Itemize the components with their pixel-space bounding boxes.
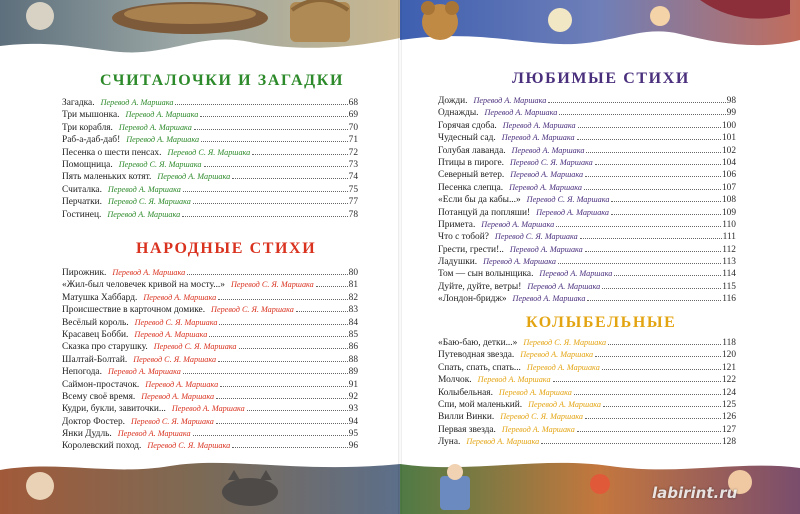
entry-title: Королевский поход.	[62, 441, 142, 452]
entry-title: Путеводная звезда.	[438, 350, 515, 361]
dot-leader	[218, 299, 347, 300]
entry-title: Горячая сдоба.	[438, 120, 497, 131]
entry-translator: Перевод С. Я. Маршака	[133, 354, 217, 364]
right-page	[400, 0, 800, 514]
entry-translator: Перевод А. Маршака	[107, 367, 181, 377]
toc-entry[interactable]	[438, 146, 736, 158]
entry-page-number: 128	[721, 437, 736, 448]
entry-title: «Лондон-бридж»	[438, 294, 507, 305]
dot-leader	[611, 201, 720, 202]
entry-page-number: 109	[721, 207, 736, 218]
toc-entry[interactable]	[62, 160, 358, 172]
toc-entry[interactable]	[438, 412, 736, 424]
entry-page-number: 116	[722, 294, 736, 305]
dot-leader	[252, 154, 347, 155]
toc-entry[interactable]	[62, 417, 358, 429]
entry-title: Песенка о шести пенсах.	[62, 147, 162, 158]
entry-title: Вилли Винки.	[438, 412, 495, 423]
entry-translator: Перевод С. Я. Маршака	[134, 317, 218, 327]
section-title-favorite-verses: ЛЮБИМЫЕ СТИХИ	[512, 70, 690, 87]
entry-translator: Перевод С. Я. Маршака	[167, 147, 251, 157]
dot-leader	[194, 129, 348, 130]
toc-entry[interactable]	[438, 338, 736, 350]
toc-entry[interactable]	[438, 294, 736, 306]
entry-page-number: 89	[348, 367, 358, 378]
entry-translator: Перевод А. Маршака	[483, 257, 557, 267]
entry-page-number: 120	[721, 350, 736, 361]
toc-entry[interactable]	[438, 269, 736, 281]
entry-page-number: 69	[348, 110, 358, 121]
toc-entry[interactable]	[438, 282, 736, 294]
entry-title: Красавец Бобби.	[62, 329, 129, 340]
dot-leader	[193, 203, 348, 204]
toc-entry[interactable]	[62, 210, 358, 222]
toc-entry[interactable]	[438, 400, 736, 412]
toc-entry[interactable]	[62, 305, 358, 317]
entry-title: Весёлый король.	[62, 317, 129, 328]
dot-leader	[204, 166, 348, 167]
toc-entry[interactable]	[62, 135, 358, 147]
entry-title: Гостинец.	[62, 209, 102, 220]
dot-leader	[239, 348, 348, 349]
entry-title: Саймон-простачок.	[62, 379, 140, 390]
toc-entry[interactable]	[62, 318, 358, 330]
entry-translator: Перевод А. Маршака	[509, 244, 583, 254]
entry-page-number: 95	[348, 429, 358, 440]
dot-leader	[541, 443, 721, 444]
entry-page-number: 115	[722, 281, 736, 292]
entry-page-number: 78	[348, 209, 358, 220]
entry-translator: Перевод А. Маршака	[528, 399, 602, 409]
entry-page-number: 102	[721, 145, 736, 156]
entry-title: Однажды.	[438, 108, 479, 119]
entry-page-number: 73	[348, 159, 358, 170]
entry-translator: Перевод А. Маршака	[481, 219, 555, 229]
toc-entry[interactable]	[62, 110, 358, 122]
toc-entry[interactable]	[438, 96, 736, 108]
entry-page-number: 122	[721, 375, 736, 386]
entry-page-number: 81	[348, 280, 358, 291]
dot-leader	[584, 189, 721, 190]
entry-title: Три мышонка.	[62, 110, 120, 121]
entry-title: Птицы в пироге.	[438, 157, 504, 168]
entry-translator: Перевод А. Маршака	[539, 269, 613, 279]
section-title-lullabies: КОЛЫБЕЛЬНЫЕ	[526, 314, 677, 331]
entry-page-number: 83	[348, 305, 358, 316]
entry-title: Спать, спать, спать...	[438, 362, 521, 373]
entry-translator: Перевод С. Я. Маршака	[130, 416, 214, 426]
entry-page-number: 74	[348, 172, 358, 183]
entry-page-number: 86	[348, 342, 358, 353]
entry-title: Что с тобой?	[438, 232, 489, 243]
entry-title: Доктор Фостер.	[62, 416, 125, 427]
entry-page-number: 91	[348, 379, 358, 390]
toc-entry[interactable]	[438, 183, 736, 195]
dot-leader	[585, 176, 721, 177]
entry-title: «Баю-баю, детки...»	[438, 338, 518, 348]
entry-page-number: 82	[348, 292, 358, 303]
dot-leader	[187, 274, 347, 275]
dot-leader	[316, 286, 348, 287]
entry-translator: Перевод С. Я. Маршака	[153, 342, 237, 352]
dot-leader	[216, 398, 348, 399]
entry-title: Всему своё время.	[62, 391, 136, 402]
toc-entry[interactable]	[62, 367, 358, 379]
entry-page-number: 112	[722, 244, 736, 255]
toc-entry[interactable]	[62, 280, 358, 292]
entry-page-number: 70	[348, 122, 358, 133]
toc-list-favorite-verses	[438, 96, 736, 307]
entry-title: Пирожник.	[62, 268, 107, 278]
entry-translator: Перевод А. Маршака	[484, 108, 558, 118]
entry-title: Ладушки.	[438, 257, 478, 268]
toc-entry[interactable]	[62, 330, 358, 342]
entry-page-number: 92	[348, 391, 358, 402]
entry-translator: Перевод А. Маршака	[473, 96, 547, 105]
entry-translator: Перевод А. Маршака	[512, 294, 586, 304]
entry-page-number: 77	[348, 197, 358, 208]
dot-leader	[577, 139, 721, 140]
toc-entry[interactable]	[438, 425, 736, 437]
entry-translator: Перевод С. Я. Маршака	[108, 197, 191, 207]
entry-translator: Перевод А. Маршака	[126, 135, 200, 145]
dot-leader	[200, 116, 347, 117]
dot-leader	[595, 164, 721, 165]
entry-title: Три корабля.	[62, 122, 113, 133]
toc-entry[interactable]	[438, 363, 736, 375]
entry-title: Дожди.	[438, 96, 468, 106]
entry-translator: Перевод С. Я. Маршака	[230, 280, 314, 290]
entry-translator: Перевод А. Маршака	[466, 437, 540, 447]
entry-translator: Перевод С. Я. Маршака	[500, 412, 584, 422]
dot-leader	[558, 263, 721, 264]
toc-entry[interactable]	[438, 108, 736, 120]
entry-title: Песенка слепца.	[438, 182, 504, 193]
toc-entry[interactable]	[62, 197, 358, 209]
dot-leader	[201, 141, 348, 142]
dot-leader	[220, 386, 347, 387]
entry-page-number: 68	[348, 98, 358, 108]
entry-title: Янки Дудль.	[62, 429, 112, 440]
entry-title: Непогода.	[62, 367, 102, 378]
dot-leader	[580, 238, 722, 239]
toc-entry[interactable]	[62, 123, 358, 135]
entry-translator: Перевод А. Маршака	[171, 404, 245, 414]
dot-leader	[608, 344, 721, 345]
entry-title: Примета.	[438, 219, 476, 230]
entry-page-number: 111	[722, 232, 736, 243]
entry-translator: Перевод С. Я. Маршака	[211, 305, 294, 315]
entry-translator: Перевод А. Маршака	[520, 350, 594, 360]
entry-title: Том — сын волынщика.	[438, 269, 534, 280]
entry-title: Колыбельная.	[438, 387, 493, 398]
toc-entry[interactable]	[62, 268, 358, 280]
entry-page-number: 94	[348, 416, 358, 427]
entry-translator: Перевод С. Я. Маршака	[147, 441, 231, 451]
entry-translator: Перевод А. Маршака	[125, 110, 199, 120]
dot-leader	[175, 104, 347, 105]
entry-page-number: 80	[348, 268, 358, 278]
entry-title: Луна.	[438, 437, 461, 448]
toc-entry[interactable]	[62, 404, 358, 416]
entry-title: «Жил-был человечек кривой на мосту...»	[62, 280, 225, 291]
toc-entry[interactable]	[62, 380, 358, 392]
dot-leader	[296, 311, 348, 312]
entry-title: Загадка.	[62, 98, 95, 108]
dot-leader	[602, 288, 721, 289]
dot-leader	[595, 356, 721, 357]
entry-title: Голубая лаванда.	[438, 145, 506, 156]
dot-leader	[232, 447, 347, 448]
dot-leader	[577, 431, 721, 432]
entry-page-number: 106	[721, 170, 736, 181]
toc-entry[interactable]	[62, 429, 358, 441]
toc-list-lullabies	[438, 338, 736, 450]
toc-entry[interactable]	[438, 257, 736, 269]
entry-page-number: 98	[726, 96, 736, 106]
entry-page-number: 71	[348, 135, 358, 146]
entry-translator: Перевод А. Маршака	[502, 120, 576, 130]
entry-translator: Перевод А. Маршака	[107, 184, 181, 194]
entry-page-number: 125	[721, 399, 736, 410]
dot-leader	[232, 178, 347, 179]
dot-leader	[587, 300, 721, 301]
entry-translator: Перевод А. Маршака	[511, 145, 585, 155]
toc-entry[interactable]	[438, 350, 736, 362]
entry-page-number: 104	[721, 157, 736, 168]
entry-translator: Перевод С. Я. Маршака	[523, 338, 607, 347]
dot-leader	[556, 226, 721, 227]
entry-page-number: 85	[348, 329, 358, 340]
entry-translator: Перевод А. Маршака	[143, 292, 217, 302]
dot-leader	[602, 369, 721, 370]
entry-page-number: 108	[721, 195, 736, 206]
section-title-folk-verses: НАРОДНЫЕ СТИХИ	[136, 240, 317, 257]
toc-entry[interactable]	[438, 375, 736, 387]
dot-leader	[247, 410, 348, 411]
entry-page-number: 114	[722, 269, 736, 280]
entry-title: Северный ветер.	[438, 170, 505, 181]
toc-entry[interactable]	[62, 293, 358, 305]
toc-entry[interactable]	[438, 220, 736, 232]
dot-leader	[585, 251, 722, 252]
entry-page-number: 113	[722, 257, 736, 268]
dot-leader	[574, 394, 721, 395]
entry-page-number: 110	[722, 219, 736, 230]
entry-translator: Перевод А. Маршака	[510, 170, 584, 180]
entry-title: Дуйте, дуйте, ветры!	[438, 281, 522, 292]
entry-title: Спи, мой маленький.	[438, 399, 523, 410]
toc-entry[interactable]	[438, 232, 736, 244]
entry-translator: Перевод А. Маршака	[134, 329, 208, 339]
entry-page-number: 99	[726, 108, 736, 119]
entry-page-number: 72	[348, 147, 358, 158]
dot-leader	[193, 435, 348, 436]
toc-entry[interactable]	[62, 185, 358, 197]
toc-entry[interactable]	[438, 245, 736, 257]
entry-title: Чудесный сад.	[438, 133, 496, 144]
toc-entry[interactable]	[62, 172, 358, 184]
dot-leader	[183, 191, 348, 192]
entry-translator: Перевод А. Маршака	[118, 122, 192, 132]
entry-title: Считалка.	[62, 184, 102, 195]
entry-page-number: 96	[348, 441, 358, 452]
toc-entry[interactable]	[438, 195, 736, 207]
entry-translator: Перевод А. Маршака	[526, 362, 600, 372]
dot-leader	[182, 216, 347, 217]
entry-title: Помощница.	[62, 159, 113, 170]
entry-translator: Перевод А. Маршака	[141, 391, 215, 401]
dot-leader	[548, 102, 725, 103]
entry-translator: Перевод А. Маршака	[527, 281, 601, 291]
entry-page-number: 93	[348, 404, 358, 415]
section-title-counting-rhymes: СЧИТАЛОЧКИ И ЗАГАДКИ	[100, 72, 345, 89]
entry-page-number: 88	[348, 354, 358, 365]
entry-title: Кудри, букли, завиточки...	[62, 404, 166, 415]
entry-title: Раб-а-даб-даб!	[62, 135, 121, 146]
entry-page-number: 126	[721, 412, 736, 423]
entry-translator: Перевод А. Маршака	[107, 209, 181, 219]
entry-translator: Перевод А. Маршака	[100, 98, 174, 107]
dot-leader	[183, 373, 348, 374]
toc-entry[interactable]	[62, 441, 358, 453]
entry-translator: Перевод С. Я. Маршака	[494, 232, 578, 242]
entry-page-number: 121	[721, 362, 736, 373]
toc-list-folk-verses	[62, 268, 358, 454]
entry-title: Шалтай-Болтай.	[62, 354, 128, 365]
toc-entry[interactable]	[62, 148, 358, 160]
dot-leader	[216, 423, 348, 424]
dot-leader	[559, 114, 725, 115]
entry-translator: Перевод А. Маршака	[145, 379, 219, 389]
entry-translator: Перевод С. Я. Маршака	[526, 195, 610, 205]
dot-leader	[614, 275, 721, 276]
toc-entry[interactable]	[62, 392, 358, 404]
entry-translator: Перевод С. Я. Маршака	[509, 157, 593, 167]
dot-leader	[586, 152, 720, 153]
toc-entry[interactable]	[438, 388, 736, 400]
dot-leader	[611, 214, 721, 215]
entry-title: Первая звезда.	[438, 424, 496, 435]
entry-page-number: 118	[722, 338, 736, 348]
toc-entry[interactable]	[438, 437, 736, 449]
toc-entry[interactable]	[62, 355, 358, 367]
dot-leader	[209, 336, 347, 337]
dot-leader	[219, 324, 347, 325]
dot-leader	[603, 406, 721, 407]
entry-page-number: 84	[348, 317, 358, 328]
entry-translator: Перевод А. Маршака	[477, 375, 551, 385]
toc-entry[interactable]	[438, 208, 736, 220]
entry-title: «Если бы да кабы...»	[438, 195, 521, 206]
toc-entry[interactable]	[62, 98, 358, 110]
toc-entry[interactable]	[438, 170, 736, 182]
toc-entry[interactable]	[438, 133, 736, 145]
toc-entry[interactable]	[62, 342, 358, 354]
entry-title: Происшествие в карточном домике.	[62, 305, 206, 316]
entry-page-number: 100	[721, 120, 736, 131]
watermark-text: labirint.ru	[652, 484, 738, 502]
entry-page-number: 107	[721, 182, 736, 193]
toc-entry[interactable]	[438, 158, 736, 170]
entry-translator: Перевод А. Маршака	[509, 182, 582, 192]
dot-leader	[578, 127, 721, 128]
entry-translator: Перевод А. Маршака	[501, 133, 575, 143]
toc-entry[interactable]	[438, 121, 736, 133]
dot-leader	[218, 361, 348, 362]
entry-title: Перчатки.	[62, 197, 103, 208]
entry-translator: Перевод А. Маршака	[498, 387, 572, 397]
entry-page-number: 124	[721, 387, 736, 398]
entry-translator: Перевод А. Маршака	[157, 172, 231, 182]
entry-title: Молчок.	[438, 375, 472, 386]
entry-title: Матушка Хаббард.	[62, 292, 138, 303]
dot-leader	[553, 381, 721, 382]
entry-page-number: 127	[721, 424, 736, 435]
entry-translator: Перевод А. Маршака	[501, 424, 575, 434]
entry-page-number: 101	[721, 133, 736, 144]
entry-translator: Перевод А. Маршака	[117, 429, 191, 439]
entry-translator: Перевод С. Я. Маршака	[118, 159, 202, 169]
entry-page-number: 75	[348, 184, 358, 195]
entry-translator: Перевод А. Маршака	[536, 207, 610, 217]
entry-translator: Перевод А. Маршака	[112, 268, 186, 277]
entry-title: Пять маленьких котят.	[62, 172, 152, 183]
entry-title: Потанцуй да попляши!	[438, 207, 531, 218]
entry-title: Сказка про старушку.	[62, 342, 148, 353]
dot-leader	[585, 418, 721, 419]
toc-list-counting-rhymes	[62, 98, 358, 222]
entry-title: Грести, грести!..	[438, 244, 504, 255]
